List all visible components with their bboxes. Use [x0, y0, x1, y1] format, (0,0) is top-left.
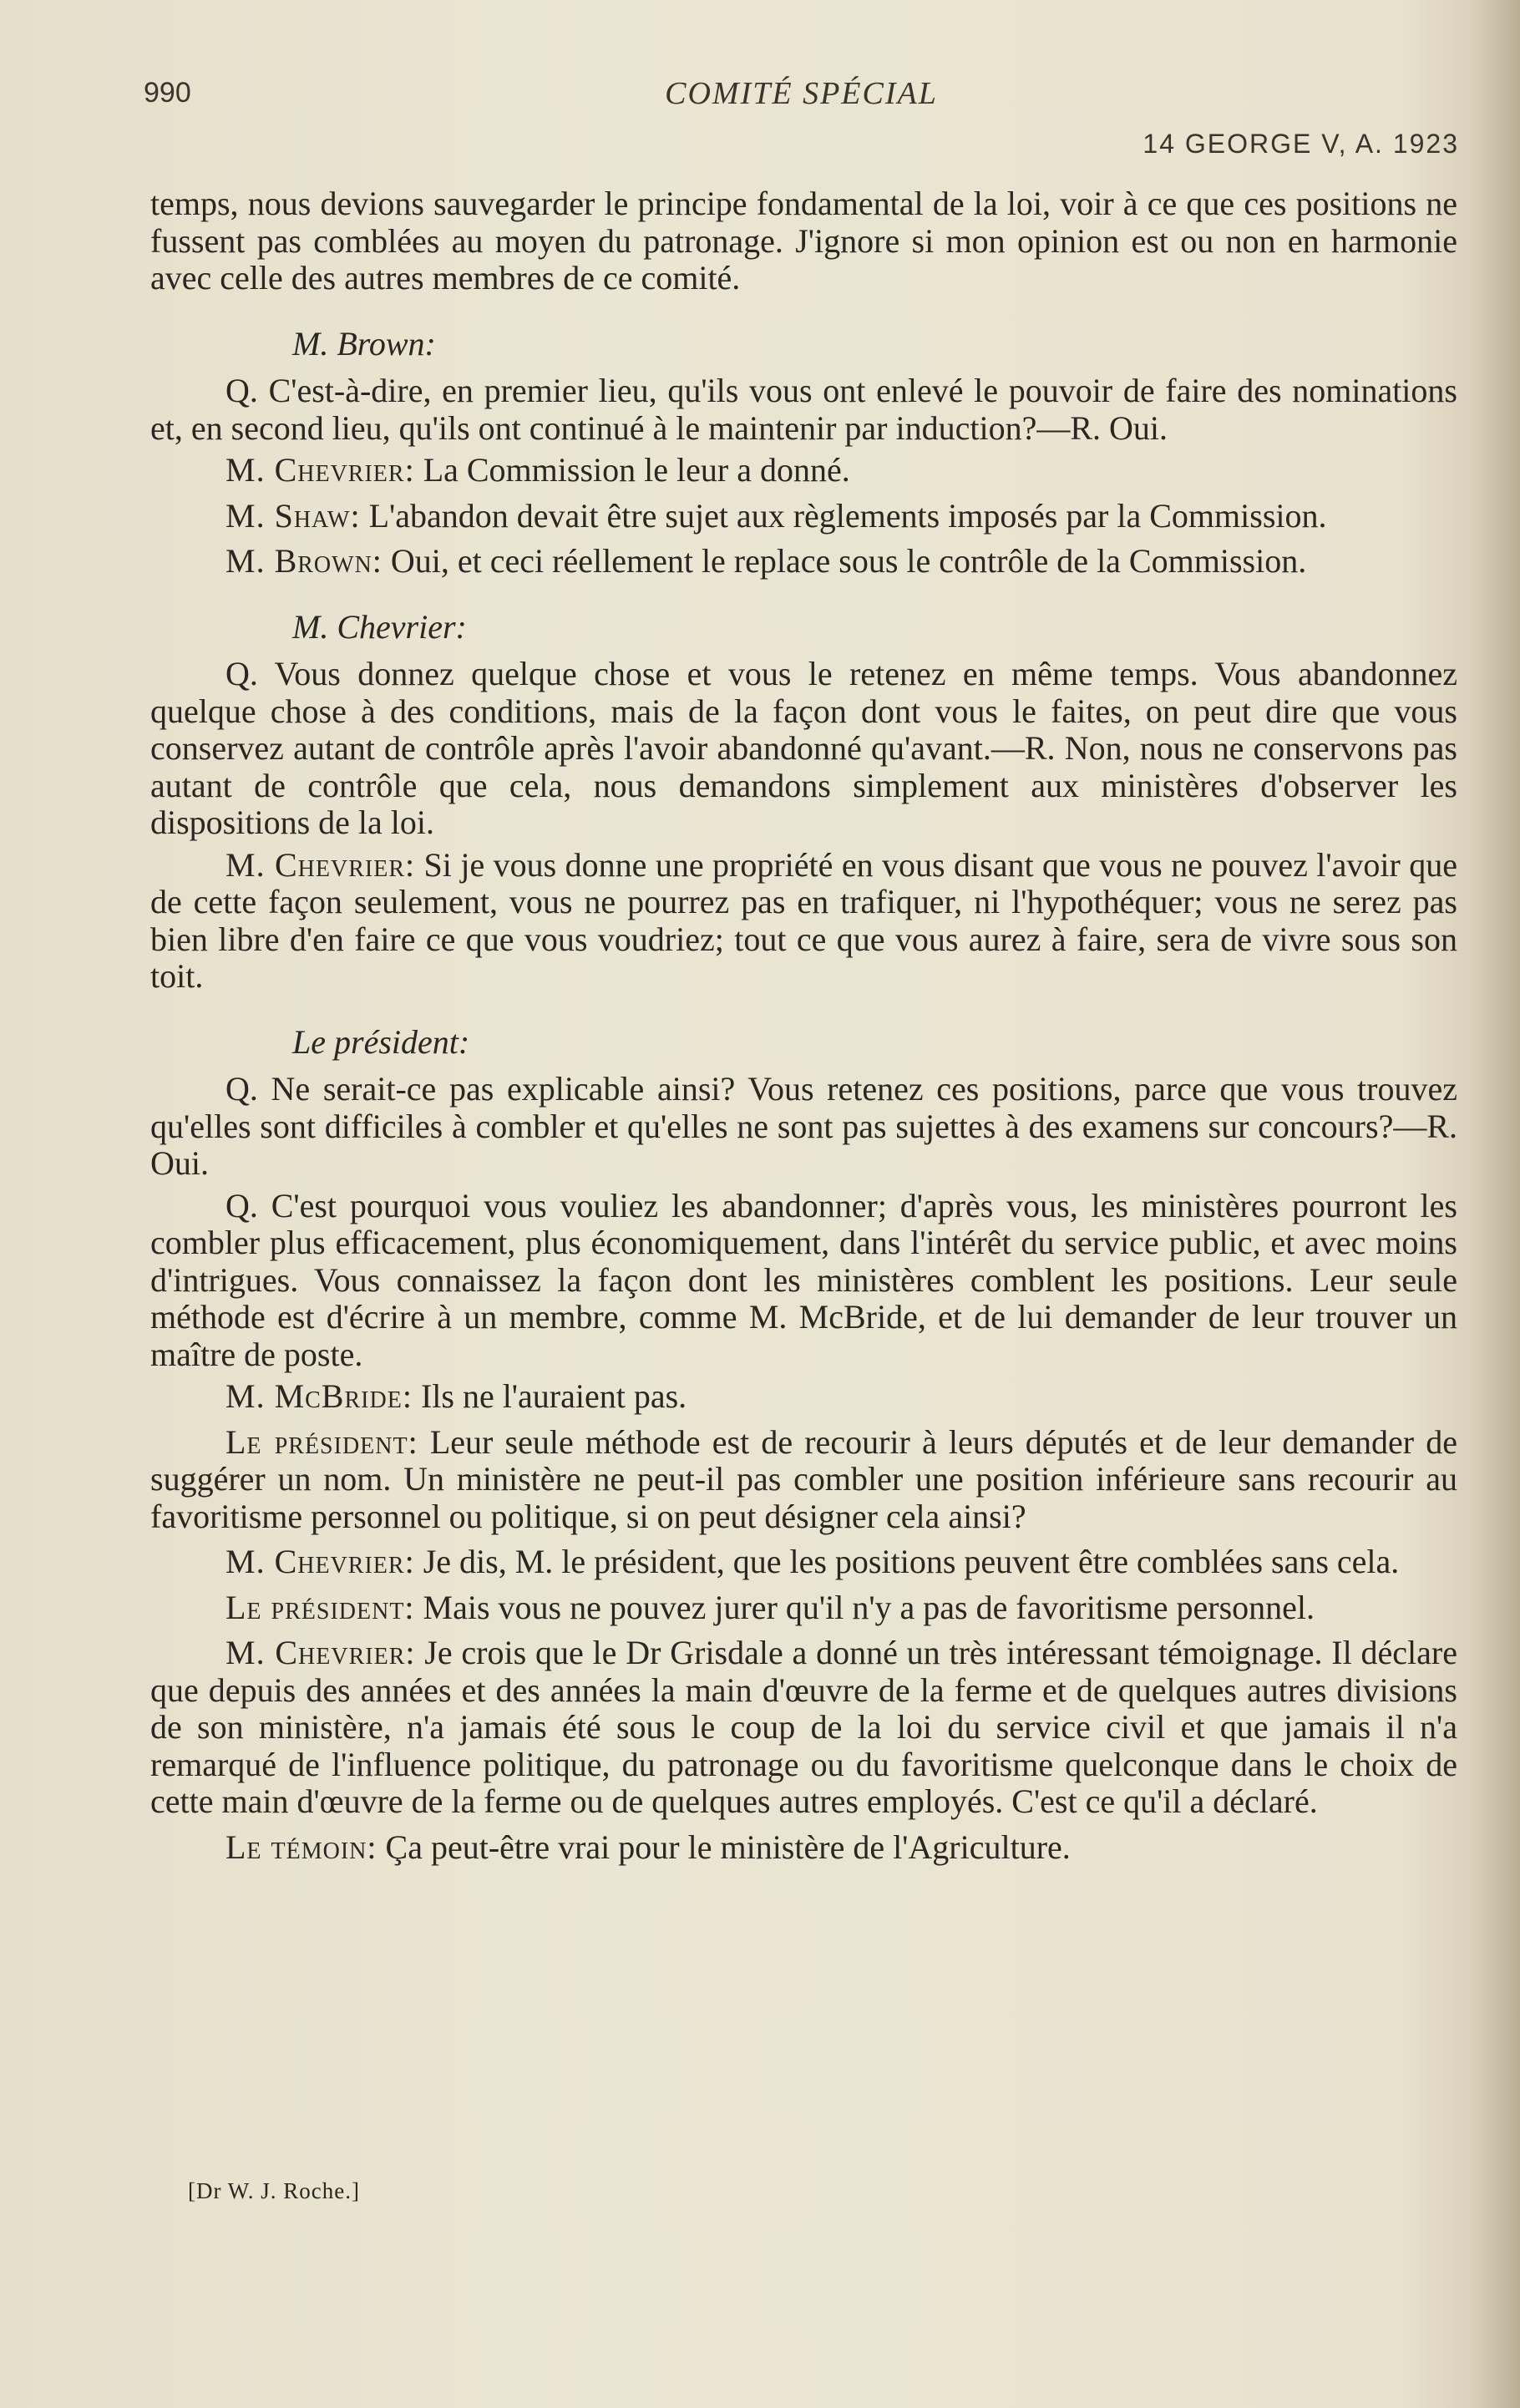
- speaker-name: M. Brown:: [225, 542, 383, 580]
- speech-paragraph: [150, 1829, 1457, 1867]
- witness-footer: [Dr W. J. Roche.]: [188, 2178, 360, 2203]
- speech-paragraph: [150, 1544, 1457, 1581]
- speech-paragraph: [150, 1378, 1457, 1416]
- speech-paragraph: [150, 498, 1457, 535]
- speech-paragraph: [150, 452, 1457, 489]
- speaker-name: Le président:: [225, 1588, 415, 1626]
- speaker-name: Le président:: [225, 1422, 418, 1461]
- speech-text: Ça peut-être vrai pour le ministère de l'Agriculture.: [377, 1828, 1071, 1866]
- speech-text: Je crois que le Dr Grisdale a donné un très intéressant témoignage. Il déclare que depuis des années et des années la main d'œuvre de la ferme et de quelques autres divisions de son ministère, n'a jamais été sous le coup de la loi du service civil et que jamais il n'a remarqué de l'influence politique, du patronage ou du favoritisme quelconque dans le choix de cette main d'œuvre de la ferme ou de quelques autres employés. C'est ce qu'il a déclaré.: [150, 1634, 1457, 1820]
- speech-paragraph: [150, 1589, 1457, 1627]
- speaker-name: M. Chevrier:: [225, 451, 415, 489]
- question-paragraph: Q. C'est-à-dire, en premier lieu, qu'ils vous ont enlevé le pouvoir de faire des nominations et, en second lieu, qu'ils ont continué à le maintenir par induction?—R. Oui.: [150, 372, 1457, 447]
- speech-paragraph: [150, 1424, 1457, 1536]
- question-paragraph: Q. Ne serait-ce pas explicable ainsi? Vous retenez ces positions, parce que vous trouvez qu'elles sont difficiles à combler et qu'elles ne sont pas sujettes à des examens sur concours?—R. Oui.: [150, 1070, 1457, 1182]
- speaker-name: M. Chevrier:: [225, 1543, 415, 1580]
- speech-text: Mais vous ne pouvez jurer qu'il n'y a pas de favoritisme personnel.: [414, 1588, 1315, 1626]
- running-title: COMITÉ SPÉCIAL: [665, 76, 938, 111]
- page-number: 990: [144, 77, 191, 109]
- question-paragraph: Q. C'est pourquoi vous vouliez les abandonner; d'après vous, les ministères pourront les combler plus efficacement, plus économiquement, dans l'intérêt du service public, et avec moins d'intrigues. Vous connaissez la façon dont les ministères comblent les positions. Leur seule méthode est d'écrire à un membre, comme M. McBride, et de lui demander de leur trouver un maître de poste.: [150, 1186, 1457, 1373]
- speech-text: Si je vous donne une propriété en vous disant que vous ne pouvez l'avoir que de cette façon seulement, vous ne pourrez pas en trafiquer, ni l'hypothéquer; vous ne serez pas bien libre d'en faire ce que vous voudriez; tout ce que vous aurez à faire, sera de vivre sous son toit.: [150, 845, 1458, 995]
- session-reference: 14 GEORGE V, A. 1923: [1143, 129, 1459, 159]
- transcript-body: [150, 185, 1457, 1874]
- speech-text: Je dis, M. le président, que les positions peuvent être comblées sans cela.: [414, 1543, 1400, 1580]
- speech-text: La Commission le leur a donné.: [414, 451, 850, 489]
- page-header: [144, 76, 1459, 159]
- speaker-name: M. Shaw:: [225, 496, 361, 535]
- speaker-name: M. Chevrier:: [225, 845, 416, 884]
- speech-paragraph: [150, 847, 1457, 996]
- question-paragraph: Q. Vous donnez quelque chose et vous le retenez en même temps. Vous abandonnez quelque chose à des conditions, mais de la façon dont vous le faites, on peut dire que vous conservez autant de contrôle après l'avoir abandonné qu'avant.—R. Non, nous ne conservons pas autant de contrôle que cela, nous demandons simplement aux ministères d'observer les dispositions de la loi.: [150, 655, 1457, 841]
- speech-paragraph: [150, 543, 1457, 580]
- speech-paragraph: [150, 1635, 1457, 1821]
- speech-text: Leur seule méthode est de recourir à leurs députés et de leur demander de suggérer un nom. Un ministère ne peut-il pas combler une position inférieure sans recourir au favoritisme personnel ou politique, si on peut désigner cela ainsi?: [150, 1422, 1457, 1535]
- speech-text: Ils ne l'auraient pas.: [412, 1377, 687, 1415]
- speaker-name: M. Chevrier:: [225, 1634, 416, 1671]
- examiner-heading: M. Brown:: [292, 324, 436, 362]
- speech-text: L'abandon devait être sujet aux règlements imposés par la Commission.: [360, 496, 1327, 535]
- speaker-name: M. McBride:: [225, 1377, 413, 1415]
- speaker-name: Le témoin:: [225, 1828, 377, 1866]
- examiner-heading: Le président:: [292, 1022, 470, 1061]
- paragraph: temps, nous devions sauvegarder le principe fondamental de la loi, voir à ce que ces positions ne fussent pas comblées au moyen du patronage. J'ignore si mon opinion est ou non en harmonie avec celle des autres membres de ce comité.: [150, 185, 1457, 297]
- examiner-heading: M. Chevrier:: [292, 607, 467, 646]
- speech-text: Oui, et ceci réellement le replace sous le contrôle de la Commission.: [382, 542, 1307, 580]
